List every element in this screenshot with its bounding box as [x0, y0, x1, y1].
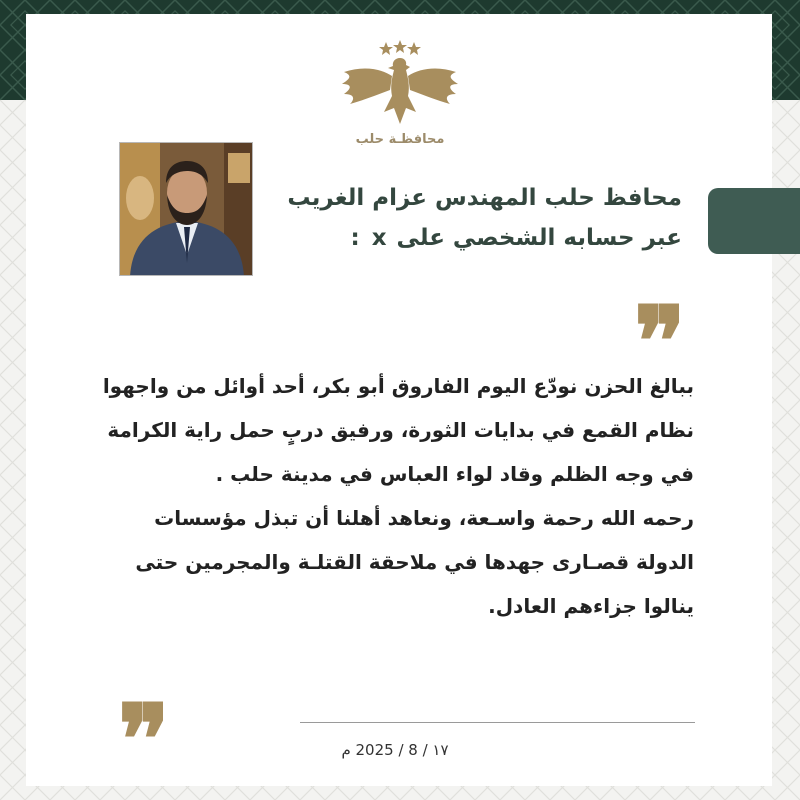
statement-paragraph-1: ببالغ الحزن نودّع اليوم الفاروق أبو بكر، أحد أوائل من واجهوا نظام القمع في بدايات الثورة، ورفيق دربٍ حمل راية الكرامة في وجه الظلم وقاد لواء العباس في مدينة حلب . [102, 374, 694, 486]
side-tab-decoration [708, 188, 800, 254]
portrait-photo [119, 142, 253, 276]
heading [262, 178, 682, 258]
quote-close-icon: ❞ [118, 683, 170, 796]
post-date: ١٧ / 8 / 2025 م [341, 741, 449, 759]
footer-divider [300, 722, 695, 723]
quote-open-icon: ❞ [634, 285, 686, 398]
logo-text: محافظـة حلب [355, 132, 445, 147]
statement-paragraph-2: رحمه الله رحمة واسـعة، ونعاهد أهلنا أن تبذل مؤسسات الدولة قصـارى جهدها في ملاحقة القتلـة والمجرمين حتى ينالوا جزاءهم العادل. [135, 506, 694, 618]
statement-body [90, 364, 694, 628]
heading-line-1: محافظ حلب المهندس عزام الغريب [287, 185, 682, 211]
heading-line-2: عبر حسابه الشخصي على x : [350, 225, 682, 251]
portrait-image [120, 143, 253, 276]
